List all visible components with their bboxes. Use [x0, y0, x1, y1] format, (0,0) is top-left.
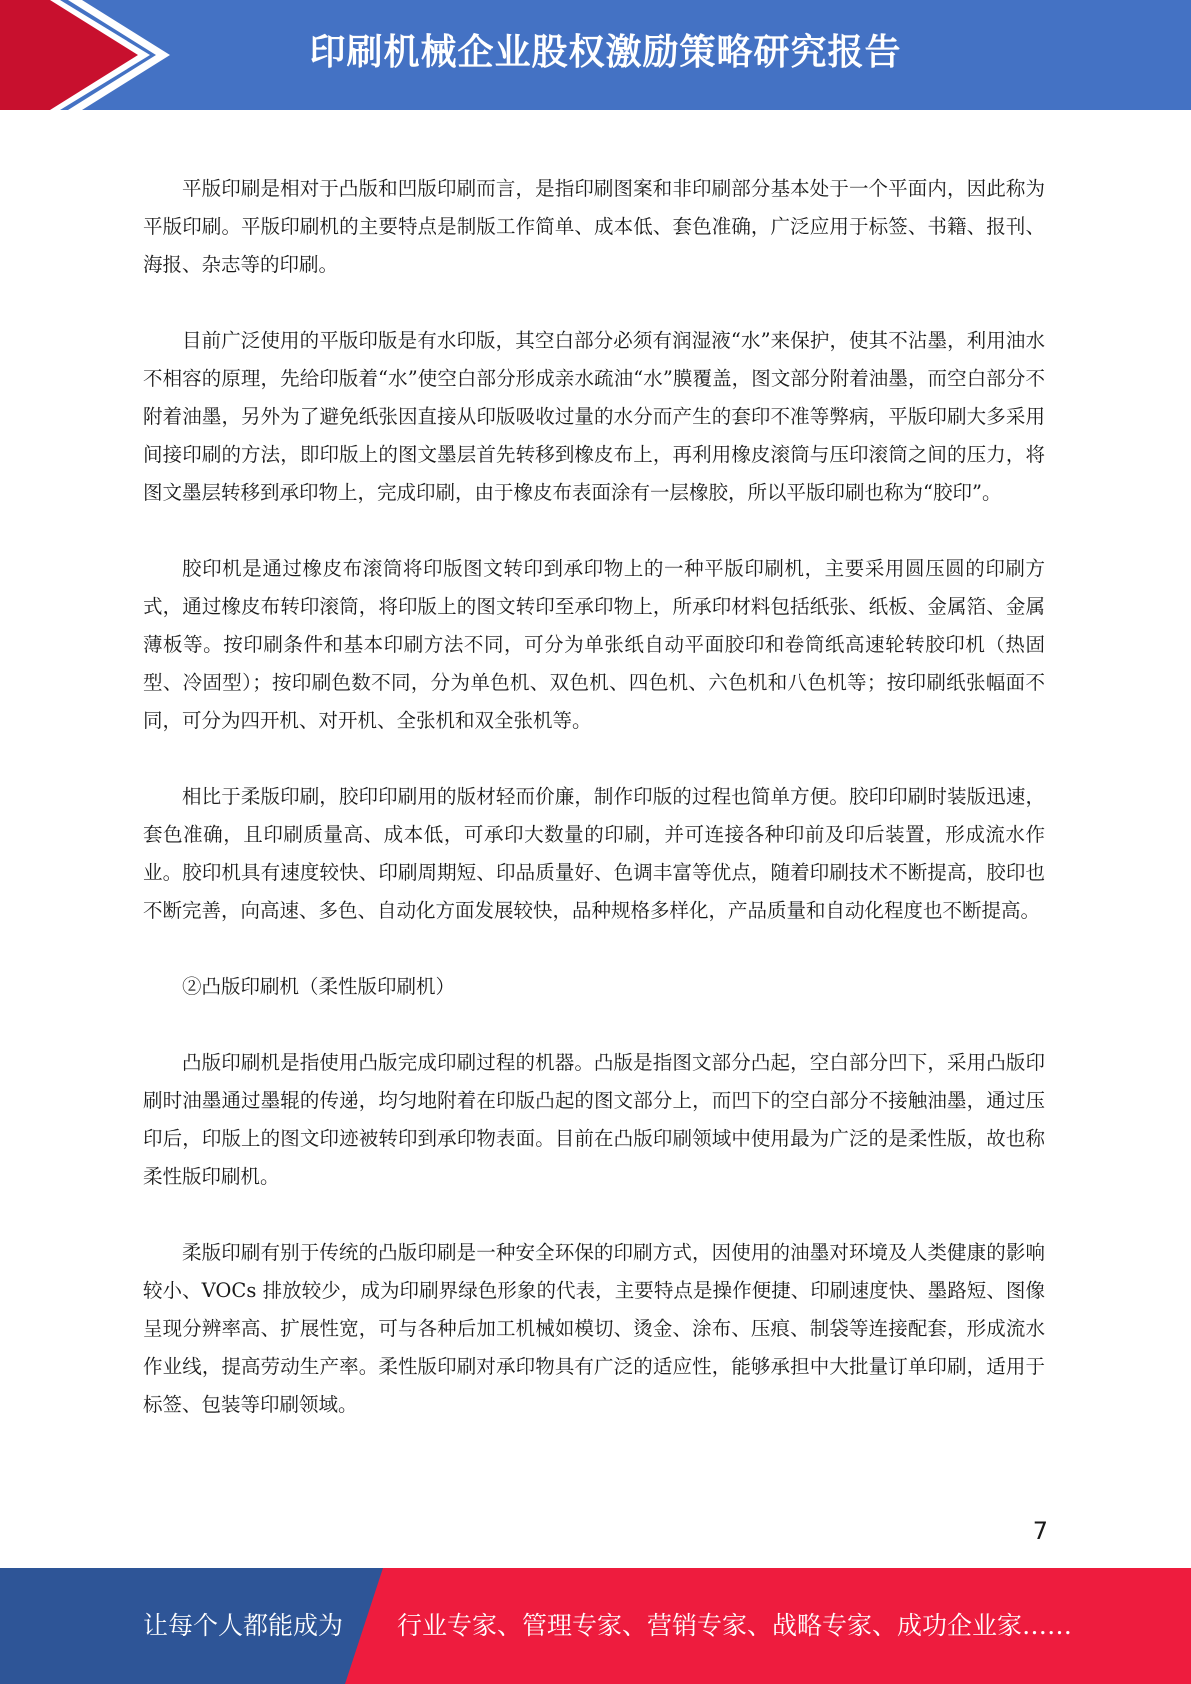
paragraph-water-plate: 目前广泛使用的平版印版是有水印版，其空白部分必须有润湿液“水”来保护，使其不沾墨，利用油水不相容的原理，先给印版着“水”使空白部分形成亲水疏油“水”膜覆盖，图文部分附着油墨，而空白部分不附着油墨，另外为了避免纸张因直接从印版吸收过量的水分而产生的套印不准等弊病，平版印刷大多采用间接印刷的方法，即印版上的图文墨层首先转移到橡皮布上，再利用橡皮滚筒与压印滚筒之间的压力，将图文墨层转移到承印物上，完成印刷，由于橡皮布表面涂有一层橡胶，所以平版印刷也称为“胶印”。	[143, 329, 1045, 504]
page-header	[0, 0, 1191, 110]
section-heading-relief-press: ②凸版印刷机（柔性版印刷机）	[182, 975, 456, 998]
paragraph-lithographic-printing: 平版印刷是相对于凸版和凹版印刷而言，是指印刷图案和非印刷部分基本处于一个平面内，因此称为平版印刷。平版印刷机的主要特点是制版工作简单、成本低、套色准确，广泛应用于标签、书籍、报刊、海报、杂志等的印刷。	[143, 177, 1045, 276]
footer-slogan-right: 行业专家、管理专家、营销专家、战略专家、成功企业家……	[397, 1611, 1073, 1640]
footer-slogan-left: 让每个人都能成为	[143, 1611, 344, 1640]
page-number: 7	[1032, 1517, 1048, 1545]
paragraph-flexo-printing: 柔版印刷有别于传统的凸版印刷是一种安全环保的印刷方式，因使用的油墨对环境及人类健康的影响较小、VOCs 排放较少，成为印刷界绿色形象的代表，主要特点是操作便捷、印刷速度快、墨路短、图像呈现分辨率高、扩展性宽，可与各种后加工机械如模切、烫金、涂布、压痕、制袋等连接配套，形成流水作业线，提高劳动生产率。柔性版印刷对承印物具有广泛的适应性，能够承担中大批量订单印刷，适用于标签、包装等印刷领域。	[143, 1241, 1045, 1416]
document-body	[143, 170, 1045, 1462]
page-footer	[0, 1568, 1191, 1684]
paragraph-relief-press: 凸版印刷机是指使用凸版完成印刷过程的机器。凸版是指图文部分凸起，空白部分凹下，采用凸版印刷时油墨通过墨辊的传递，均匀地附着在印版凸起的图文部分上，而凹下的空白部分不接触油墨，通过压印后，印版上的图文印迹被转印到承印物表面。目前在凸版印刷领域中使用最为广泛的是柔性版，故也称柔性版印刷机。	[143, 1051, 1045, 1188]
report-title: 印刷机械企业股权激励策略研究报告	[309, 32, 902, 73]
paragraph-offset-press: 胶印机是通过橡皮布滚筒将印版图文转印到承印物上的一种平版印刷机，主要采用圆压圆的印刷方式，通过橡皮布转印滚筒，将印版上的图文转印至承印物上，所承印材料包括纸张、纸板、金属箔、金属薄板等。按印刷条件和基本印刷方法不同，可分为单张纸自动平面胶印和卷筒纸高速轮转胶印机（热固型、冷固型）；按印刷色数不同，分为单色机、双色机、四色机、六色机和八色机等；按印刷纸张幅面不同，可分为四开机、对开机、全张机和双全张机等。	[143, 557, 1045, 732]
paragraph-offset-advantages: 相比于柔版印刷，胶印印刷用的版材轻而价廉，制作印版的过程也简单方便。胶印印刷时装版迅速，套色准确，且印刷质量高、成本低，可承印大数量的印刷，并可连接各种印前及印后装置，形成流水作业。胶印机具有速度较快、印刷周期短、印品质量好、色调丰富等优点，随着印刷技术不断提高，胶印也不断完善，向高速、多色、自动化方面发展较快，品种规格多样化，产品质量和自动化程度也不断提高。	[143, 785, 1045, 922]
